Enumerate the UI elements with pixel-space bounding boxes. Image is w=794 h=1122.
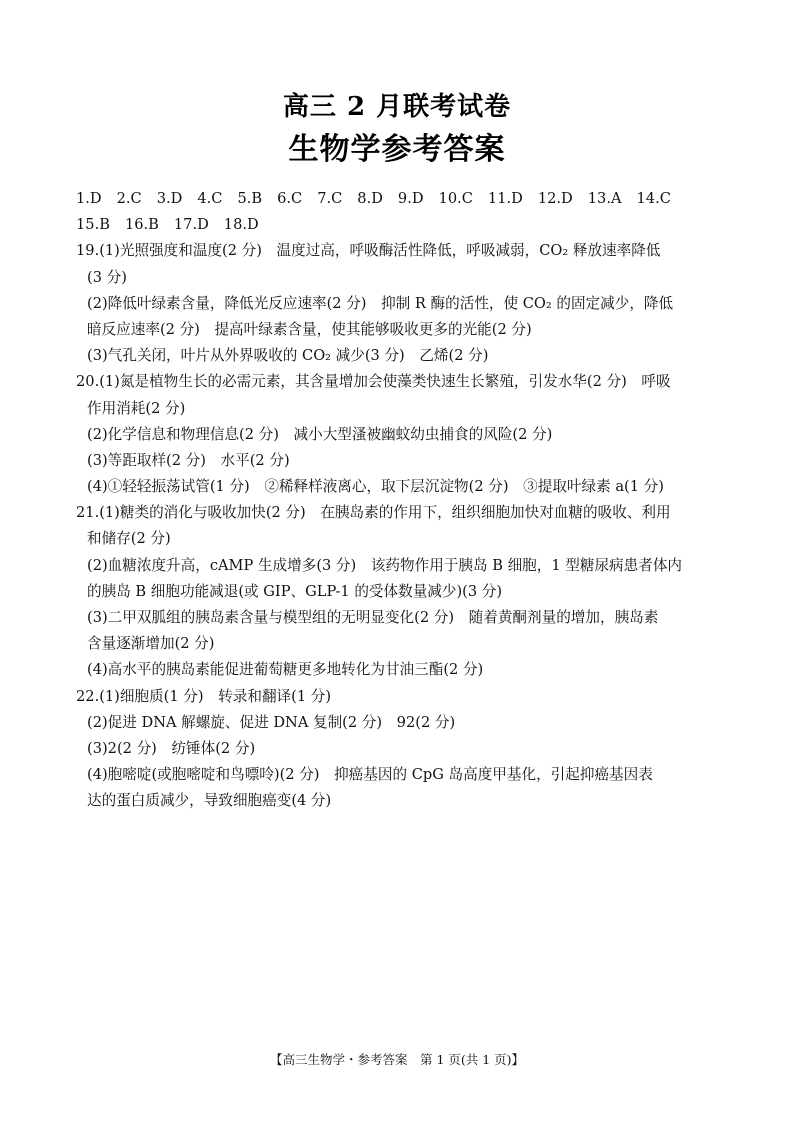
- answer-line: 达的蛋白质减少，导致细胞癌变(4 分): [87, 792, 332, 810]
- question-21: [76, 500, 726, 683]
- page-footer: 【高三生物学・参考答案 第 1 页(共 1 页)】: [269, 1052, 525, 1067]
- mc-answer: 16.B: [124, 216, 159, 234]
- mc-answer: 6.C: [277, 190, 303, 207]
- mc-answer: 17.D: [173, 216, 209, 234]
- answer-line: (2)血糖浓度升高，cAMP 生成增多(3 分) 该药物作用于胰岛 B 细胞，1 型糖尿病患者体内: [87, 556, 683, 574]
- question-20: [76, 369, 726, 500]
- answer-line: 作用消耗(2 分): [87, 399, 186, 417]
- answer-line: 21.(1)糖类的消化与吸收加快(2 分) 在胰岛素的作用下，组织细胞加快对血糖的吸收、利用: [76, 504, 671, 522]
- mc-answer: 18.D: [223, 216, 259, 234]
- answer-line: 和储存(2 分): [87, 530, 171, 548]
- question-19: [76, 238, 726, 369]
- mc-answer: 9.D: [397, 190, 424, 207]
- mc-answer: 15.B: [76, 216, 110, 234]
- mc-answer: 14.C: [636, 190, 671, 207]
- mc-answer: 10.C: [438, 190, 473, 207]
- answer-line: (2)促进 DNA 解螺旋、促进 DNA 复制(2 分) 92(2 分): [87, 713, 456, 731]
- answer-line: 的胰岛 B 细胞功能减退(或 GIP、GLP-1 的受体数量减少)(3 分): [87, 582, 503, 600]
- mc-answer: 3.D: [156, 190, 183, 207]
- answer-line: (3)2(2 分) 纺锤体(2 分): [87, 739, 256, 757]
- mc-answer: 2.C: [116, 190, 142, 207]
- answer-line: (3)气孔关闭，叶片从外界吸收的 CO₂ 减少(3 分) 乙烯(2 分): [87, 347, 489, 365]
- multiple-choice-row-2: [76, 212, 726, 238]
- answer-line: (3)二甲双胍组的胰岛素含量与模型组的无明显变化(2 分) 随着黄酮剂量的增加，胰岛素: [87, 609, 659, 626]
- mc-answer: 13.A: [587, 190, 622, 207]
- question-22: [76, 684, 726, 815]
- answer-line: (3 分): [87, 268, 127, 286]
- mc-answer: 1.D: [76, 190, 102, 207]
- exam-title: 高三 2 月联考试卷: [282, 92, 512, 122]
- answer-line: (4)①轻轻振荡试管(1 分) ②稀释样液离心，取下层沉淀物(2 分) ③提取叶绿素 a(1 分): [87, 478, 664, 496]
- multiple-choice-row-1: [76, 186, 726, 212]
- answer-line: 暗反应速率(2 分) 提高叶绿素含量，使其能够吸收更多的光能(2 分): [87, 320, 532, 338]
- mc-answer: 12.D: [537, 190, 573, 207]
- answer-line: 含量逐渐增加(2 分): [87, 635, 215, 653]
- mc-answer: 11.D: [487, 190, 523, 207]
- answer-line: (2)化学信息和物理信息(2 分) 减小大型溞被幽蚊幼虫捕食的风险(2 分): [87, 425, 553, 443]
- answer-line: 20.(1)氮是植物生长的必需元素，其含量增加会使藻类快速生长繁殖，引发水华(2 分) 呼吸: [76, 373, 671, 391]
- answer-subtitle: 生物学参考答案: [288, 132, 506, 167]
- mc-answer: 8.D: [357, 190, 383, 207]
- answer-line: (4)高水平的胰岛素能促进葡萄糖更多地转化为甘油三酯(2 分): [87, 661, 484, 679]
- answer-content: [76, 186, 726, 815]
- answer-line: 22.(1)细胞质(1 分) 转录和翻译(1 分): [76, 687, 332, 705]
- mc-answer: 7.C: [317, 190, 343, 207]
- mc-answer: 4.C: [197, 190, 223, 207]
- mc-answer: 5.B: [237, 190, 263, 207]
- answer-line: (2)降低叶绿素含量，降低光反应速率(2 分) 抑制 R 酶的活性，使 CO₂ 的固定减少，降低: [87, 294, 674, 312]
- answer-line: (4)胞嘧啶(或胞嘧啶和鸟嘌呤)(2 分) 抑癌基因的 CpG 岛高度甲基化，引起抑癌基因表: [87, 766, 653, 784]
- answer-line: 19.(1)光照强度和温度(2 分) 温度过高，呼吸酶活性降低，呼吸减弱，CO₂ 释放速率降低: [76, 242, 661, 260]
- answer-line: (3)等距取样(2 分) 水平(2 分): [87, 451, 290, 469]
